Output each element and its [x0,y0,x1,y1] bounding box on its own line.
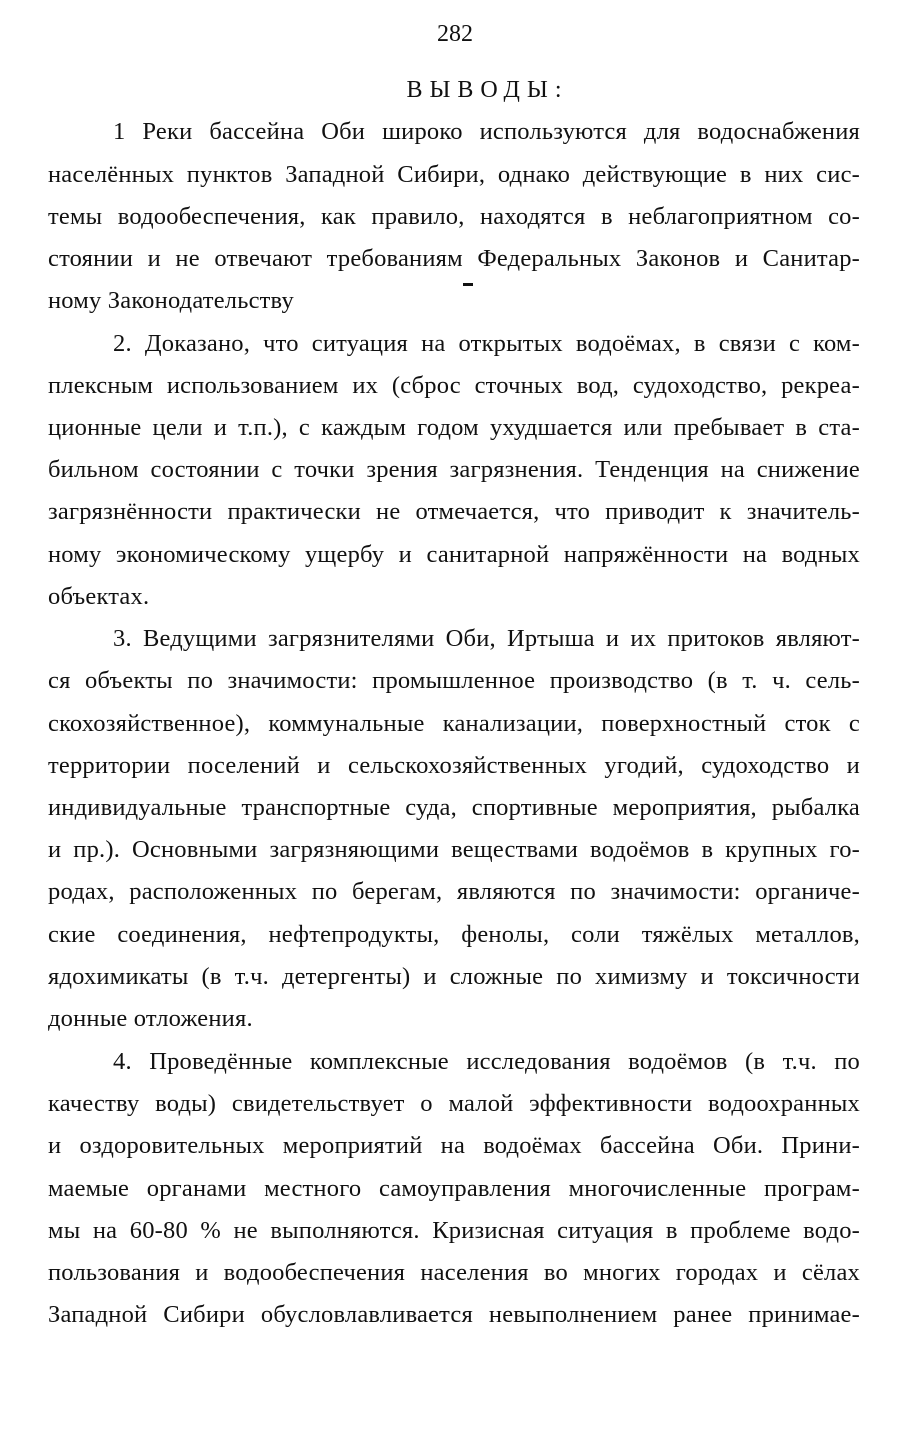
text-line: мы на 60-80 % не выполняются. Кризисная ситуация в проблеме водо- [48,1217,860,1244]
text-line: и пр.). Основными загрязняющими веществами водоёмов в крупных го- [48,836,860,863]
text-line: и оздоровительных мероприятий на водоёмах бассейна Оби. Прини- [48,1132,860,1159]
text-line: пользования и водообеспечения населения во многих городах и сёлах [48,1259,860,1286]
text-line: родах, расположенных по берегам, являются по значимости: органиче- [48,878,860,905]
text-line: 3. Ведущими загрязнителями Оби, Иртыша и их притоков являют- [113,625,860,652]
text-line: индивидуальные транспортные суда, спортивные мероприятия, рыбалка [48,794,860,821]
text-line: 1 Реки бассейна Оби широко используются для водоснабжения [113,118,860,145]
text-line: бильном состоянии с точки зрения загрязнения. Тенденция на снижение [48,456,860,483]
text-line: 4. Проведённые комплексные исследования водоёмов (в т.ч. по [113,1048,860,1075]
text-line: темы водообеспечения, как правило, находятся в неблагоприятном со- [48,203,860,230]
text-line: ся объекты по значимости: промышленное производство (в т. ч. сель- [48,667,860,694]
scan-mark [463,283,473,286]
text-line: качеству воды) свидетельствует о малой эффективности водоохранных [48,1090,860,1117]
text-line: ционные цели и т.п.), с каждым годом ухудшается или пребывает в ста- [48,414,860,441]
text-line: ному Законодательству [48,287,294,314]
text-line: 2. Доказано, что ситуация на открытых водоёмах, в связи с ком- [113,330,860,357]
page-number: 282 [437,21,473,47]
text-line: населённых пунктов Западной Сибири, однако действующие в них сис- [48,161,860,188]
text-line: плексным использованием их (сброс сточных вод, судоходство, рекреа- [48,372,860,399]
text-line: донные отложения. [48,1005,253,1032]
text-line: стоянии и не отвечают требованиям Федеральных Законов и Санитар- [48,245,860,272]
text-line: территории поселений и сельскохозяйственных угодий, судоходство и [48,752,860,779]
text-line: скохозяйственное), коммунальные канализации, поверхностный сток с [48,710,860,737]
text-line: Западной Сибири обусловлавливается невыполнением ранее принимае- [48,1301,860,1328]
text-line: маемые органами местного самоуправления многочисленные програм- [48,1175,860,1202]
text-line: ному экономическому ущербу и санитарной напряжённости на водных [48,541,860,568]
section-heading: ВЫВОДЫ: [406,77,569,103]
text-line: ские соединения, нефтепродукты, фенолы, соли тяжёлых металлов, [48,921,860,948]
text-line: объектах. [48,583,150,610]
text-line: загрязнённости практически не отмечается, что приводит к значитель- [48,498,860,525]
text-line: ядохимикаты (в т.ч. детергенты) и сложные по химизму и токсичности [48,963,860,990]
